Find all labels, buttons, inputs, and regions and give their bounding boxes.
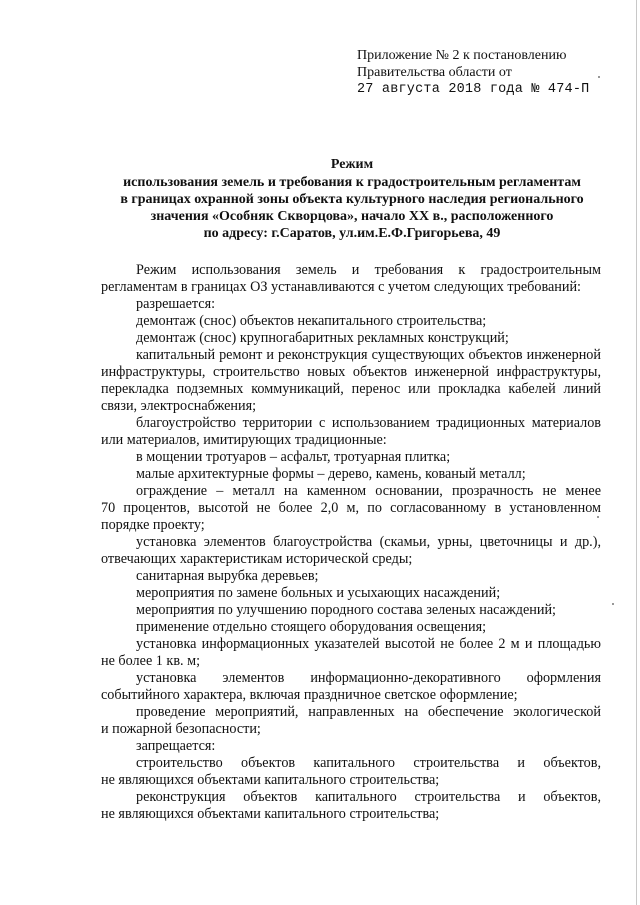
allowed-item-13-l1: установка информационных указателей высотой не более 2 м и площадью: [136, 636, 601, 652]
allowed-item-4-l2: или материалов, имитирующих традиционные:: [101, 432, 387, 448]
allowed-item-9: санитарная вырубка деревьев;: [136, 568, 319, 584]
para-intro-l1: Режим использования земель и требования к градостроительным: [136, 262, 601, 278]
allowed-item-11: мероприятия по улучшению породного состава зеленых насаждений;: [136, 602, 556, 618]
forbidden-item-2-l2: не являющихся объектами капитального строительства;: [101, 806, 440, 822]
allowed-item-8-l2: отвечающих характеристикам исторической среды;: [101, 551, 413, 567]
allowed-item-8-l1: установка элементов благоустройства (скамьи, урны, цветочницы и др.),: [136, 534, 601, 550]
allowed-item-15-l1: проведение мероприятий, направленных на обеспечение экологической: [136, 704, 601, 720]
header-line-2: Правительства области от: [357, 65, 512, 80]
allowed-item-7-l2: 70 процентов, высотой не более 2,0 м, по согласованному в установленном: [101, 500, 601, 516]
allowed-item-7-l3: порядке проекту;: [101, 517, 205, 533]
allowed-item-5: в мощении тротуаров – асфальт, тротуарная плитка;: [136, 449, 451, 465]
allowed-item-3-l4: связи, электроснабжения;: [101, 398, 257, 414]
scan-speck: [598, 76, 600, 78]
header-line-3: 27 августа 2018 года № 474-П: [357, 82, 590, 97]
allowed-item-6: малые архитектурные формы – дерево, камень, кованый металл;: [136, 466, 526, 482]
document-body: [101, 262, 601, 823]
page-edge: [636, 0, 637, 905]
allowed-item-1: демонтаж (снос) объектов некапитального строительства;: [136, 313, 487, 329]
title-line-5: по адресу: г.Саратов, ул.им.Е.Ф.Григорьева, 49: [203, 226, 501, 241]
allowed-item-10: мероприятия по замене больных и усыхающих насаждений;: [136, 585, 501, 601]
allowed-item-2: демонтаж (снос) крупногабаритных рекламных конструкций;: [136, 330, 509, 346]
scan-speck: [612, 603, 614, 605]
allowed-item-13-l2: не более 1 кв. м;: [101, 653, 201, 669]
scan-speck: [597, 516, 599, 518]
forbidden-item-1-l1: строительство объектов капитального строительства и объектов,: [136, 755, 601, 771]
allowed-item-14-l1: установка элементов информационно-декоративного оформления: [136, 670, 601, 686]
allowed-item-12: применение отдельно стоящего оборудования освещения;: [136, 619, 487, 635]
allowed-item-14-l2: событийного характера, включая праздничное светское оформление;: [101, 687, 518, 703]
allowed-item-3-l3: перекладка подземных коммуникаций, перенос или прокладка кабелей линий: [101, 381, 601, 397]
allowed-item-15-l2: и пожарной безопасности;: [101, 721, 261, 737]
allowed-item-4-l1: благоустройство территории с использованием традиционных материалов: [136, 415, 601, 431]
title-line-3: в границах охранной зоны объекта культурного наследия регионального: [120, 192, 584, 207]
title-line-2: использования земель и требования к градостроительным регламентам: [123, 175, 581, 190]
allowed-item-3-l1: капитальный ремонт и реконструкция существующих объектов инженерной: [136, 347, 601, 363]
forbidden-item-2-l1: реконструкция объектов капитального строительства и объектов,: [136, 789, 601, 805]
allowed-item-7-l1: ограждение – металл на каменном основании, прозрачность не менее: [136, 483, 601, 499]
forbidden-item-1-l2: не являющихся объектами капитального строительства;: [101, 772, 440, 788]
allowed-heading: разрешается:: [136, 296, 216, 312]
para-intro-l2: регламентам в границах ОЗ устанавливаются с учетом следующих требований:: [101, 279, 581, 295]
title-regime: Режим: [330, 157, 374, 172]
header-line-1: Приложение № 2 к постановлению: [357, 48, 567, 63]
appendix-header: [357, 47, 627, 98]
allowed-item-3-l2: инфраструктуры, строительство новых объектов инженерной инфраструктуры,: [101, 364, 601, 380]
title-line-4: значения «Особняк Скворцова», начало XX в., расположенного: [150, 209, 554, 224]
forbidden-heading: запрещается:: [136, 738, 216, 754]
